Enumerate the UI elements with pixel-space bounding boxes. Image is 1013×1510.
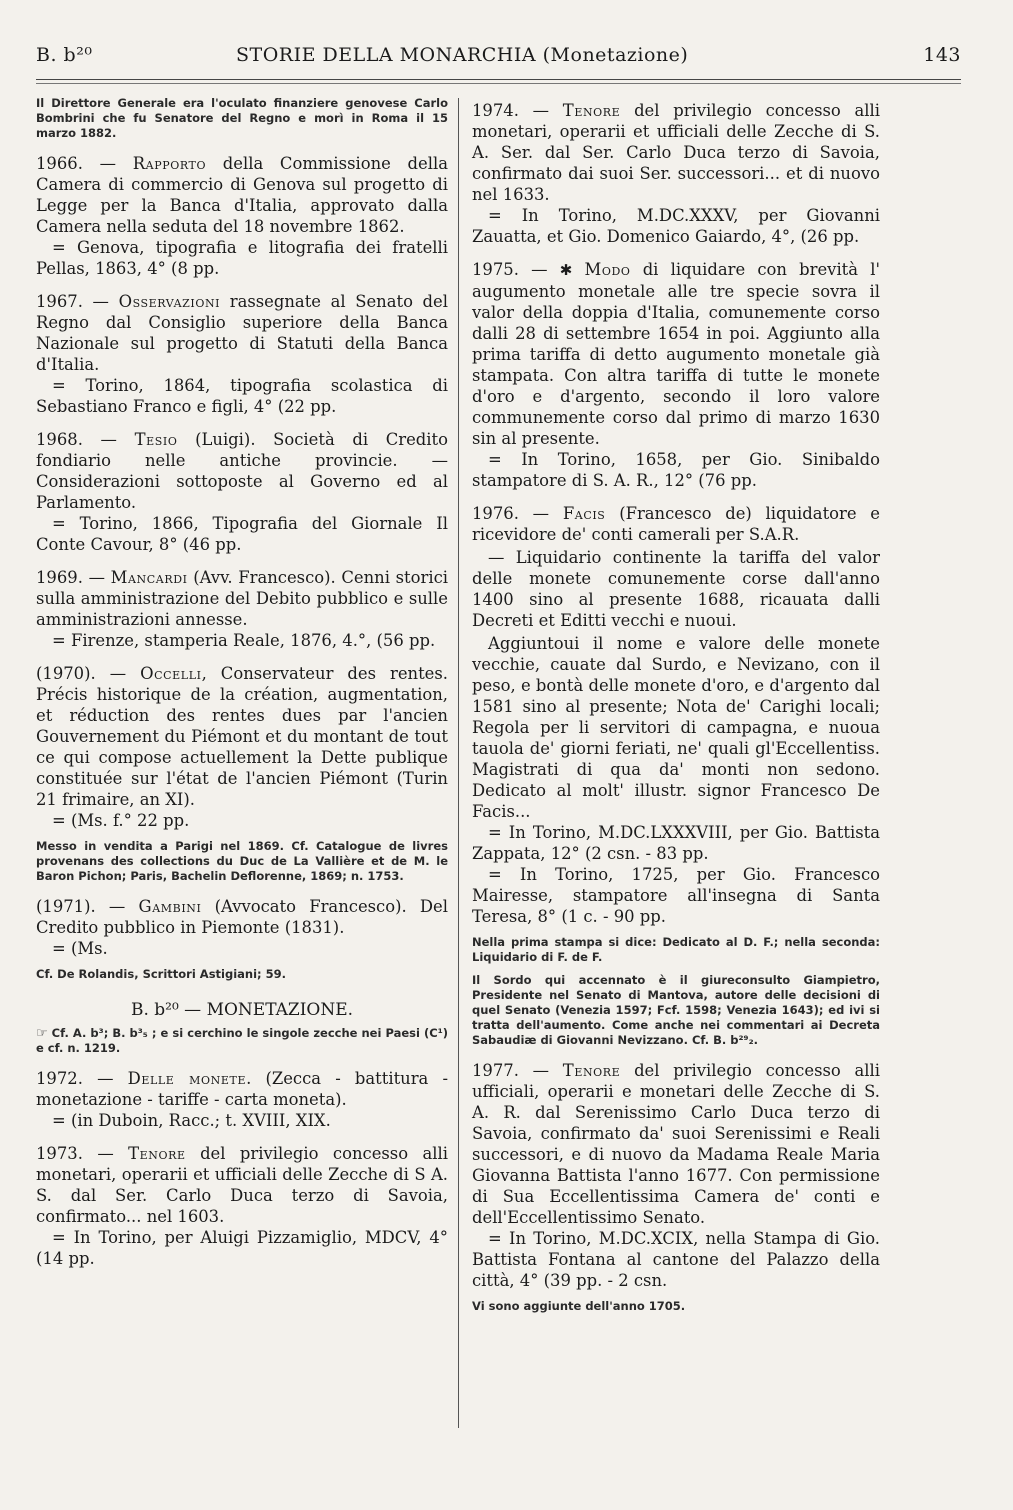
entry-imprint: = (in Duboin, Racc.; t. XVIII, XIX. bbox=[52, 1111, 331, 1130]
entry-imprint: = Torino, 1866, Tipografia del Giornale Il Conte Cavour, 8° (46 pp. bbox=[36, 514, 448, 554]
note: Il Direttore Generale era l'oculato finanziere genovese Carlo Bombrini che fu Senatore del Regno e morì in Roma il 15 marzo 1882. bbox=[36, 96, 448, 140]
entry-1972 bbox=[36, 1068, 448, 1131]
entry-lead: Modo bbox=[584, 260, 631, 279]
entry-number: 1974. — bbox=[472, 101, 550, 120]
entry-1975 bbox=[472, 259, 880, 491]
column-divider bbox=[458, 98, 459, 1428]
header-title: STORIE DELLA MONARCHIA (Monetazione) bbox=[236, 44, 689, 66]
section-title bbox=[36, 1000, 448, 1020]
section-ref bbox=[36, 1026, 448, 1056]
left-column bbox=[36, 96, 449, 1281]
entry-imprint: = Firenze, stamperia Reale, 1876, 4.°, (56 pp. bbox=[52, 631, 436, 650]
entry-1966 bbox=[36, 153, 448, 279]
entry-1971 bbox=[36, 896, 448, 959]
entry-number: 1969. — bbox=[36, 568, 105, 587]
entry-imprint: = In Torino, M.DC.LXXXVIII, per Gio. Battista Zappata, 12° (2 csn. - 83 pp. bbox=[472, 823, 880, 863]
entry-lead: Tesio bbox=[134, 430, 178, 449]
entry-number: 1972. — bbox=[36, 1069, 114, 1088]
entry-lead: Tenore bbox=[128, 1144, 186, 1163]
entry-imprint: = (Ms. f.° 22 pp. bbox=[52, 811, 190, 830]
entry-text: . (Zecca - battitura - monetazione - tariffe - carta moneta). bbox=[36, 1069, 449, 1109]
entry-1968 bbox=[36, 429, 448, 555]
entry-text: della Commissione della Camera di commercio di Genova sul progetto di Legge per la Banca d'Italia, approvato dalla Camera nella seduta del 18 novembre 1862. bbox=[36, 154, 448, 236]
note: Messo in vendita a Parigi nel 1869. Cf. Catalogue de livres provenans des collections du Duc de La Vallière et de M. le Baron Pichon; Paris, Bachelin Deflorenne, 1869; n. 1753. bbox=[36, 839, 448, 883]
entry-text: del privilegio concesso alli monetari, operarii et ufficiali delle Zecche di S A. S. dal Ser. Carlo Duca terzo di Savoia, confirmato... nel 1603. bbox=[36, 1144, 448, 1226]
entry-number: (1970). — bbox=[36, 664, 127, 683]
right-column bbox=[472, 100, 880, 1326]
entry-lead: Delle monete bbox=[127, 1069, 247, 1088]
entry-number: 1966. — bbox=[36, 154, 117, 173]
entry-text: , Conservateur des rentes. Précis historique de la création, augmentation, et réduction des rentes dues par l'ancien Gouvernement du Piémont et du montant de tout ce qui compose actuellement la Dette publique constituée sur l'état de l'ancien Piémont (Turin 21 frimaire, an XI). bbox=[36, 664, 448, 809]
entry-lead: Rapporto bbox=[132, 154, 207, 173]
pointing-hand-icon: ☞ bbox=[36, 1026, 48, 1041]
entry-text: di liquidare con brevità l' augumento monetale alle tre specie sovra il valor della doppia d'Italia, comunemente corso dalli 28 di settembre 1654 in poi. Aggiunto alla prima tariffa di detto augumento monetale già stampata. Con altra tariffa di tutte le monete d'oro e d'argento, secondo il loro valore communemente corso dal primo di marzo 1630 sin al presente. bbox=[472, 260, 880, 448]
entry-number: 1973. — bbox=[36, 1144, 114, 1163]
page-number: 143 bbox=[923, 44, 961, 66]
entry-lead: Tenore bbox=[562, 101, 621, 120]
entry-lead: Gambini bbox=[138, 897, 202, 916]
entry-number: 1967. — bbox=[36, 292, 109, 311]
entry-lead: Facis bbox=[562, 504, 606, 523]
entry-text: (Luigi). Società di Credito fondiario nelle antiche provincie. — Considerazioni sottoposte al Governo ed al Parlamento. bbox=[36, 430, 448, 512]
section-ref-text: Cf. A. b³; B. b³₅ ; e si cerchino le singole zecche nei Paesi (C¹) e cf. n. 1219. bbox=[36, 1026, 448, 1055]
entry-number: 1975. — bbox=[472, 260, 548, 279]
entry-number: 1968. — bbox=[36, 430, 117, 449]
header-rule-secondary bbox=[36, 83, 961, 84]
entry-lead: Mancardi bbox=[110, 568, 188, 587]
entry-lead: Tenore bbox=[562, 1061, 621, 1080]
entry-lead: Occelli bbox=[140, 664, 202, 683]
entry-1974 bbox=[472, 100, 880, 247]
entry-number: 1976. — bbox=[472, 504, 550, 523]
entry-1967 bbox=[36, 291, 448, 417]
entry-text: (Avvocato Francesco). Del Credito pubblico in Piemonte (1831). bbox=[36, 897, 448, 937]
entry-paragraph: Aggiuntoui il nome e valore delle monete vecchie, cauate dal Surdo, e Nevizano, con il peso, e bontà delle monete d'oro, e d'argento dal 1581 sino al presente; Nota de' Carighi locali; Regola per li servitori di campagna, e nuoua tauola de' giorni feriati, ne' quali gl'Eccellentiss. Magistrati di qua da' monti non sedono. Dedicato al molt' illustr. signor Francesco De Facis... bbox=[472, 634, 880, 821]
entry-1977 bbox=[472, 1060, 880, 1291]
entry-number: (1971). — bbox=[36, 897, 126, 916]
entry-imprint: = In Torino, 1725, per Gio. Francesco Mairesse, stampatore all'insegna di Santa Teresa, 8° (1 c. - 90 pp. bbox=[472, 865, 880, 926]
entry-imprint: = In Torino, per Aluigi Pizzamiglio, MDCV, 4° (14 pp. bbox=[36, 1228, 448, 1268]
entry-1976 bbox=[472, 503, 880, 927]
note: Nella prima stampa si dice: Dedicato al D. F.; nella seconda: Liquidario di F. de F. bbox=[472, 935, 880, 964]
note: Il Sordo qui accennato è il giureconsulto Giampietro, Presidente nel Senato di Mantova, autore delle decisioni di quel Senato (Venezia 1597; Fcf. 1598; Venezia 1643); ed ivi si tratta dell'aumento. Come anche nei commentari ai Decreta Sabaudiæ di Giovanni Nevizzano. Cf. B. b²⁹₂. bbox=[472, 973, 880, 1047]
entry-text: del privilegio concesso alli monetari, operarii et ufficiali delle Zecche di S. A. Ser. dal Ser. Carlo Duca terzo di Savoia, confirmato dai suoi Ser. successori... et di nuovo nel 1633. bbox=[472, 101, 880, 204]
entry-text: rassegnate al Senato del Regno dal Consiglio superiore della Banca Nazionale sul progetto di Statuti della Banca d'Italia. bbox=[36, 292, 448, 374]
entry-1969 bbox=[36, 567, 448, 651]
header-rule bbox=[36, 79, 961, 80]
entry-text: (Avv. Francesco). Cenni storici sulla amministrazione del Debito pubblico e sulle amministrazioni annesse. bbox=[36, 568, 448, 629]
entry-imprint: = Genova, tipografia e litografia dei fratelli Pellas, 1863, 4° (8 pp. bbox=[36, 238, 448, 278]
entry-text: del privilegio concesso alli ufficiali, operarii e monetari delle Zecche di S. A. R. dal Serenissimo Carlo Duca terzo di Savoia, confirmato da' suoi Serenissimi e Reali successori, e di nuovo da Madama Reale Maria Giovanna Battista l'anno 1677. Con permissione di Sua Eccellentissima Camera de' conti e dell'Eccellentissimo Senato. bbox=[472, 1061, 880, 1227]
entry-1973 bbox=[36, 1143, 448, 1269]
entry-imprint: = In Torino, 1658, per Gio. Sinibaldo stampatore di S. A. R., 12° (76 pp. bbox=[472, 450, 880, 490]
section-heading: B. b²⁰ — MONETAZIONE. bbox=[130, 1000, 354, 1020]
entry-imprint: = (Ms. bbox=[52, 939, 108, 958]
entry-1970 bbox=[36, 663, 448, 831]
note: Vi sono aggiunte dell'anno 1705. bbox=[472, 1299, 686, 1313]
note: Cf. De Rolandis, Scrittori Astigiani; 59. bbox=[36, 967, 287, 981]
entry-imprint: = In Torino, M.DC.XXXV, per Giovanni Zauatta, et Gio. Domenico Gaiardo, 4°, (26 pp. bbox=[472, 206, 880, 246]
entry-imprint: = Torino, 1864, tipografia scolastica di Sebastiano Franco e figli, 4° (22 pp. bbox=[36, 376, 448, 416]
entry-number: 1977. — bbox=[472, 1061, 550, 1080]
entry-text: (Francesco de) liquidatore e ricevidore de' conti camerali per S.A.R. bbox=[472, 504, 880, 544]
entry-lead: Osservazioni bbox=[118, 292, 221, 311]
entry-imprint: = In Torino, M.DC.XCIX, nella Stampa di Gio. Battista Fontana al cantone del Palazzo della città, 4° (39 pp. - 2 csn. bbox=[472, 1229, 880, 1290]
header-section-mark: B. b²⁰ bbox=[36, 44, 93, 66]
entry-paragraph: — Liquidario continente la tariffa del valor delle monete comunemente corse dall'anno 1400 sino al presente 1688, ricauata dalli Decreti et Editti vecchi e nuoui. bbox=[472, 548, 880, 630]
asterisk-icon: ✱ bbox=[559, 261, 573, 279]
